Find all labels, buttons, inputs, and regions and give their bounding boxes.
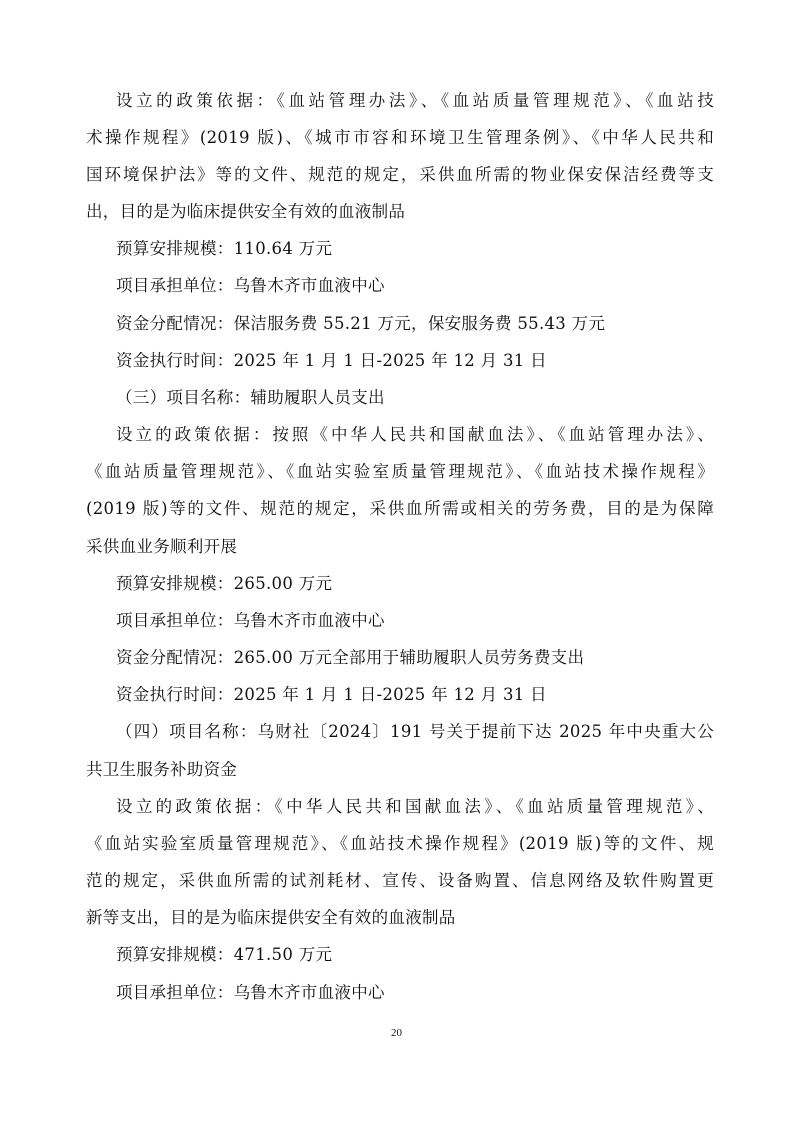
- paragraph-line: 新等支出，目的是为临床提供安全有效的血液制品: [86, 908, 456, 927]
- execution-time-line: 资金执行时间：2025 年 1 月 1 日-2025 年 12 月 31 日: [116, 685, 547, 704]
- paragraph-line: 设立的政策依据：按照《中华人民共和国献血法》、《血站管理办法》、: [116, 425, 714, 444]
- execution-time-line: 资金执行时间：2025 年 1 月 1 日-2025 年 12 月 31 日: [116, 351, 547, 370]
- project-heading: （三）项目名称：辅助履职人员支出: [116, 388, 385, 407]
- responsible-unit-line: 项目承担单位：乌鲁木齐市血液中心: [116, 983, 385, 1002]
- fund-allocation-line: 资金分配情况：保洁服务费 55.21 万元，保安服务费 55.43 万元: [116, 314, 606, 333]
- budget-scale-line: 预算安排规模：265.00 万元: [116, 574, 333, 593]
- budget-scale-line: 预算安排规模：471.50 万元: [116, 945, 333, 964]
- paragraph-line: (2019 版)等的文件、规范的规定，采供血所需或相关的劳务费，目的是为保障: [86, 499, 714, 518]
- budget-scale-line: 预算安排规模：110.64 万元: [116, 239, 333, 258]
- paragraph-line: 范的规定，采供血所需的试剂耗材、宣传、设备购置、信息网络及软件购置更: [86, 871, 714, 890]
- fund-allocation-line: 资金分配情况：265.00 万元全部用于辅助履职人员劳务费支出: [116, 648, 585, 667]
- responsible-unit-line: 项目承担单位：乌鲁木齐市血液中心: [116, 611, 385, 630]
- paragraph-line: 《血站实验室质量管理规范》、《血站技术操作规程》(2019 版)等的文件、规: [86, 834, 714, 853]
- paragraph-line: 采供血业务顺利开展: [86, 537, 238, 556]
- project-heading: （四）项目名称：乌财社〔2024〕191 号关于提前下达 2025 年中央重大公: [116, 722, 714, 741]
- paragraph-line: 术操作规程》(2019 版)、《城市市容和环境卫生管理条例》、《中华人民共和: [86, 128, 714, 147]
- page-number: 20: [391, 1027, 402, 1039]
- responsible-unit-line: 项目承担单位：乌鲁木齐市血液中心: [116, 276, 385, 295]
- project-heading-continued: 共卫生服务补助资金: [86, 760, 238, 779]
- paragraph-line: 设立的政策依据：《血站管理办法》、《血站质量管理规范》、《血站技: [116, 91, 714, 110]
- paragraph-line: 设立的政策依据：《中华人民共和国献血法》、《血站质量管理规范》、: [116, 797, 714, 816]
- paragraph-line: 《血站质量管理规范》、《血站实验室质量管理规范》、《血站技术操作规程》: [86, 462, 714, 481]
- paragraph-line: 国环境保护法》等的文件、规范的规定，采供血所需的物业保安保洁经费等支: [86, 165, 714, 184]
- paragraph-line: 出，目的是为临床提供安全有效的血液制品: [86, 202, 406, 221]
